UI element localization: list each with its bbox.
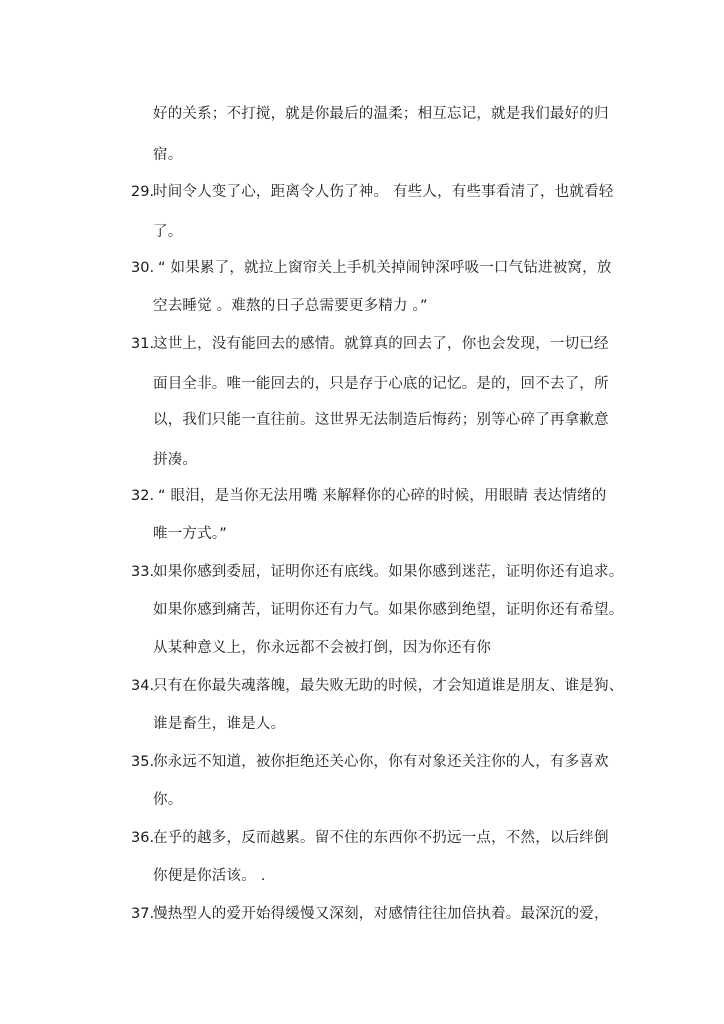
text-line: 你便是你活该。 . [153,868,266,884]
text-line: 如果你感到痛苦，证明你还有力气。如果你感到绝望，证明你还有希望。 [153,602,624,618]
text-line: 以，我们只能一直往前。这世界无法制造后悔药；别等心碎了再拿歉意 [153,412,609,428]
text-line: 从某种意义上，你永远都不会被打倒，因为你还有你 [153,640,492,656]
item-number: 30. [131,260,155,276]
text-line: 时间令人变了心，距离令人伤了神。 有些人，有些事看清了，也就看轻 [153,184,614,200]
text-line: 在乎的越多，反而越累。留不住的东西你不扔远一点，不然，以后绊倒 [153,830,609,846]
text-line: 拼凑。 [153,452,198,468]
item-number: 31. [131,336,155,352]
item-number: 35. [131,754,155,770]
text-line: 空去睡觉 。难熬的日子总需要更多精力 。” [153,298,428,314]
text-line: 如果你感到委屈，证明你还有底线。如果你感到迷茫，证明你还有追求。 [153,564,624,580]
text-line: 谁是畜生，谁是人。 [153,716,286,732]
text-line: 只有在你最失魂落魄，最失败无助的时候，才会知道谁是朋友、谁是狗、 [153,678,624,694]
item-number: 37. [131,906,155,922]
text-line: “ 如果累了，就拉上窗帘关上手机关掉闹钟深呼吸一口气钻进被窝，放 [158,260,612,276]
item-number: 33. [131,564,155,580]
text-line: 了。 [153,224,183,240]
text-line: 好的关系；不打搅，就是你最后的温柔；相互忘记，就是我们最好的归 [153,106,609,122]
text-line: 面目全非。唯一能回去的，只是存于心底的记忆。是的，回不去了，所 [153,376,609,392]
text-line: “ 眼泪，是当你无法用嘴 来解释你的心碎的时候，用眼睛 表达情绪的 [158,488,607,504]
text-line: 你。 [153,792,183,808]
text-line: 宿。 [153,147,183,163]
text-line: 你永远不知道，被你拒绝还关心你，你有对象还关注你的人，有多喜欢 [153,754,609,770]
text-line: 这世上，没有能回去的感情。就算真的回去了，你也会发现，一切已经 [153,336,609,352]
item-number: 34. [131,678,155,694]
text-line: 唯一方式。” [153,526,227,542]
item-number: 32. [131,488,155,504]
item-number: 29. [131,184,155,200]
item-number: 36. [131,830,155,846]
text-line: 慢热型人的爱开始得缓慢又深刻，对感情往往加倍执着。最深沉的爱， [153,906,609,922]
